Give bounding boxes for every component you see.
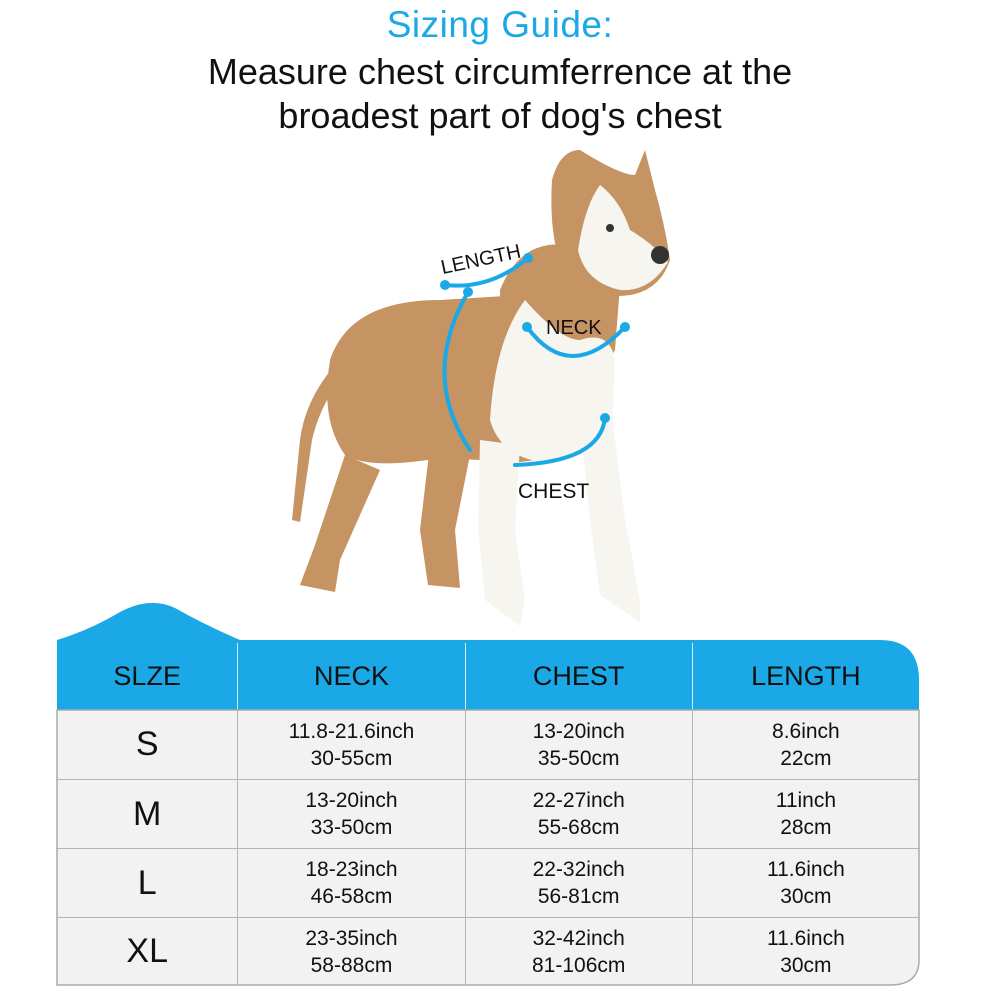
length-cm: 28cm [780,816,832,839]
length-cm: 30cm [780,953,832,977]
chest-value [465,710,692,779]
dog-silhouette [292,150,670,626]
size-chart [0,590,1000,1000]
size-row-xl [57,918,919,985]
size-label: S [135,725,159,763]
header-length: LENGTH [692,643,919,709]
length-inch: 8.6inch [772,719,840,743]
header-chest: CHEST [465,643,692,709]
sizing-guide-title: Sizing Guide: [386,4,614,45]
size-chart-header [57,643,919,709]
neck-cm: 30-55cm [310,746,393,770]
measurement-instructions [0,50,1000,138]
header-neck: NECK [237,643,464,709]
neck-inch: 13-20inch [305,789,398,812]
size-label: L [137,863,157,902]
chest-cm: 55-68cm [537,816,620,839]
chest-value [465,780,692,848]
chest-value [465,918,692,985]
size-label: XL [126,932,168,970]
size-row-l [57,849,919,917]
neck-cm: 33-50cm [310,816,393,839]
instruction-line-2: broadest part of dog's chest [278,95,722,136]
length-cm: 30cm [780,885,832,908]
dog-measurement-illustration [290,140,680,635]
neck-inch: 23-35inch [305,926,398,950]
length-inch: 11.6inch [766,858,845,881]
length-inch: 11.6inch [766,926,845,950]
neck-value [237,780,464,848]
neck-label: NECK [546,317,602,339]
length-value [692,710,919,779]
chest-cm: 56-81cm [537,885,620,908]
chest-cm: 35-50cm [537,746,620,770]
length-value [692,780,919,848]
neck-cm: 58-88cm [310,953,393,977]
instruction-line-1: Measure chest circumferrence at the [207,51,793,92]
chest-inch: 13-20inch [532,719,625,743]
neck-value [237,849,464,917]
length-value [692,918,919,985]
length-inch: 11inch [775,789,837,812]
header-size: SLZE [113,660,181,691]
chest-value [465,849,692,917]
chest-inch: 22-32inch [532,858,625,881]
neck-inch: 18-23inch [305,858,398,881]
chest-inch: 32-42inch [532,926,625,950]
neck-inch: 11.8-21.6inch [288,719,415,743]
neck-value [237,710,464,779]
chest-cm: 81-106cm [531,953,626,977]
neck-value [237,918,464,985]
length-value [692,849,919,917]
chest-label: CHEST [518,480,590,503]
size-row-s [57,710,919,779]
chest-inch: 22-27inch [532,789,625,812]
length-cm: 22cm [780,746,832,770]
size-label: M [133,794,162,833]
length-label: LENGTH [439,240,523,280]
neck-cm: 46-58cm [310,885,393,908]
size-row-m [57,780,919,848]
